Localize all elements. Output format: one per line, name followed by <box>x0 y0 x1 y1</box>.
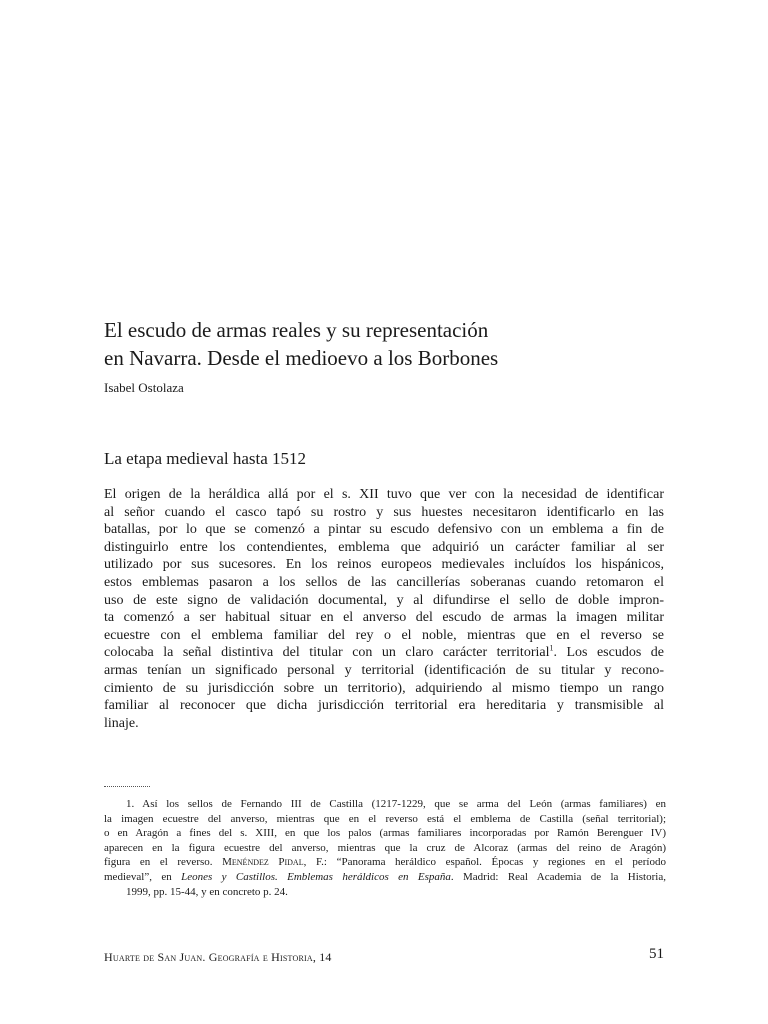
footnote-line <box>104 855 666 870</box>
footnote-line: aparecen en la figura ecuestre del anverso, mientras que la cruz de Alcoraz (armas del reino de Aragón) <box>104 841 666 854</box>
body-line: uso de este signo de validación documental, y al difundirse el sello de doble impron- <box>104 592 664 608</box>
body-line: estos emblemas pasaron a los sellos de las cancillerías soberanas cuando retomaron el <box>104 574 664 590</box>
body-line: batallas, por lo que se comenzó a pintar su escudo defensivo con un emblema a fin de <box>104 522 664 538</box>
body-line: al señor cuando el casco tapó su rostro y sus huestes necesitaron identificarlo en las <box>104 504 664 520</box>
footnote-separator <box>104 786 150 787</box>
article-title-line-2: en Navarra. Desde el medioevo a los Borbones <box>104 346 499 370</box>
body-line-with-footnote <box>104 644 664 662</box>
article-title <box>104 316 664 372</box>
body-line: linaje. <box>104 715 139 731</box>
footnote-line: o en Aragón a fines del s. XIII, en que los palos (armas familiares incorporadas por Ramón Berenguer IV) <box>104 827 666 840</box>
body-line: distinguirlo entre los contendientes, emblema que adquirió un carácter familiar al ser <box>104 539 664 555</box>
body-line: utilizado por sus sucesores. En los reinos europeos medievales incluídos los hispánicos, <box>104 557 664 573</box>
page-number: 51 <box>649 946 664 962</box>
article-title-line-1: El escudo de armas reales y su representación <box>104 318 489 342</box>
body-line: cimiento de su jurisdicción sobre un territorio), adquiriendo al mismo tiempo un rango <box>104 680 664 696</box>
footnote-text: , F.: “Panorama heráldico español. Épocas y regiones en el período <box>303 856 666 869</box>
body-line-text: colocaba la señal distintiva del titular con un claro carácter territorial <box>104 645 550 661</box>
body-line: armas tenían un significado personal y territorial (identificación de su titular y recono- <box>104 662 664 678</box>
cited-author: Menéndez Pidal <box>222 856 304 869</box>
footnote-text: . Madrid: Real Academia de la Historia, <box>450 870 666 883</box>
body-paragraph <box>104 486 664 732</box>
footnote-text: figura en el reverso. <box>104 856 223 869</box>
cited-work-title: Leones y Castillos. Emblemas heráldicos en España <box>181 870 451 883</box>
footnote-line <box>104 870 666 885</box>
article-author: Isabel Ostolaza <box>104 380 184 395</box>
body-line-tail: . Los escudos de <box>553 645 664 661</box>
body-line: ta comenzó a ser habitual situar en el anverso del escudo de armas la imagen militar <box>104 610 664 626</box>
footnote-line: la imagen ecuestre del anverso, mientras que en el reverso está el emblema de Castilla (señal territorial); <box>104 812 666 825</box>
body-line: El origen de la heráldica allá por el s. XII tuvo que ver con la necesidad de identificar <box>104 487 664 502</box>
footnote-reference[interactable]: 1 <box>549 643 554 653</box>
footnote-line: 1999, pp. 15-44, y en concreto p. 24. <box>126 885 288 898</box>
footnote-line: 1. Así los sellos de Fernando III de Castilla (1217-1229, que se arma del León (armas familiares) en <box>126 798 666 810</box>
footnote <box>104 797 666 899</box>
section-heading: La etapa medieval hasta 1512 <box>104 449 307 468</box>
body-line: familiar al reconocer que dicha jurisdicción territorial era hereditaria y transmisible al <box>104 698 664 714</box>
running-footer: Huarte de San Juan. Geografía e Historia, 14 <box>104 950 332 964</box>
footnote-text: medieval”, en <box>104 870 182 883</box>
body-line: ecuestre con el emblema familiar del rey o el noble, mientras que en el reverso se <box>104 627 664 643</box>
